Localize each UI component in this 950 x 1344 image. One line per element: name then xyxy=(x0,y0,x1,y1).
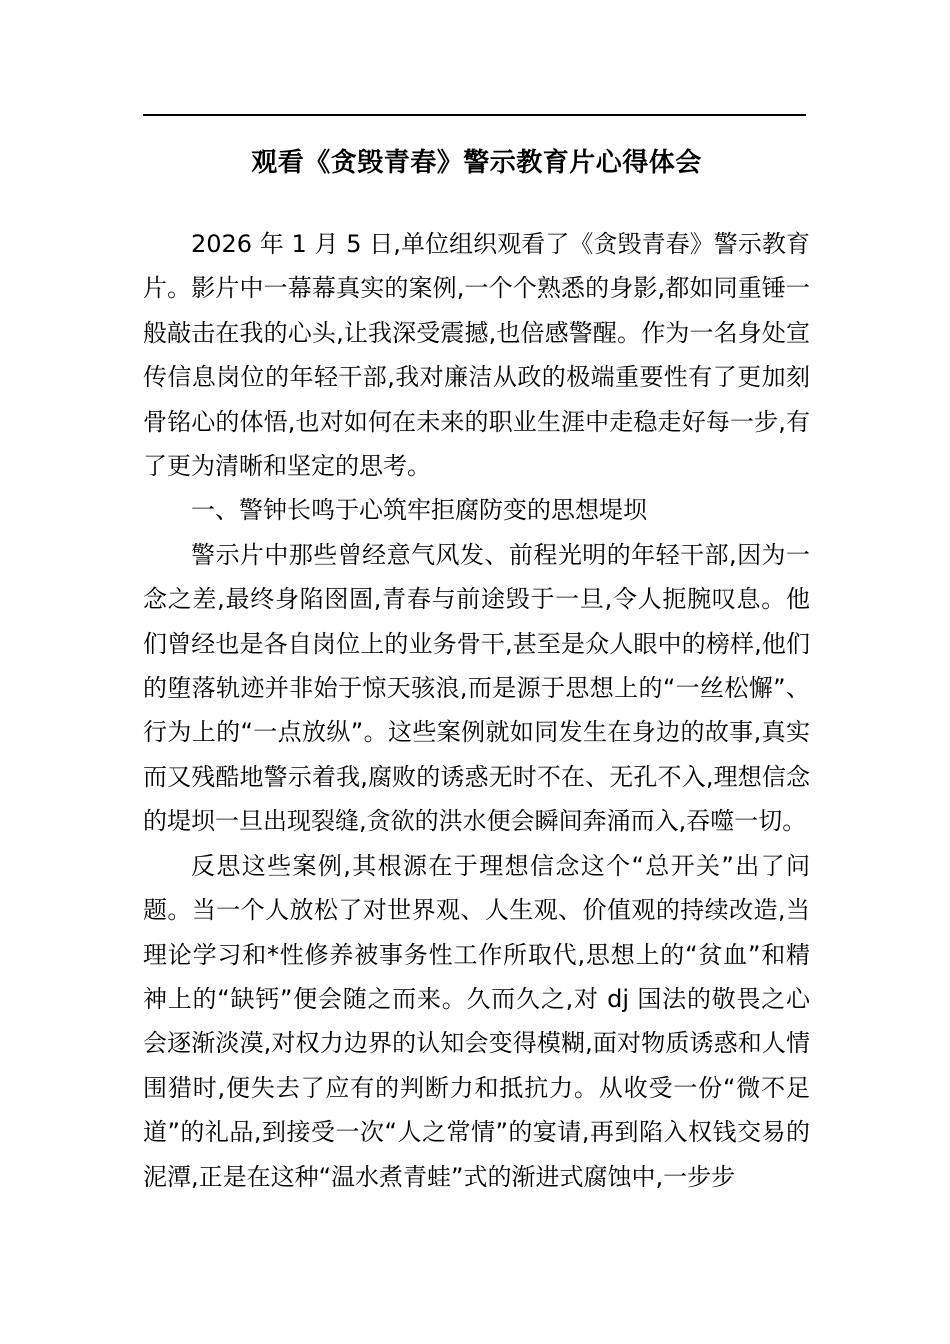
section-heading: 一、警钟长鸣于心筑牢拒腐防变的思想堤坝 xyxy=(191,496,647,525)
document-title: 观看《贪毁青春》警示教育片心得体会 xyxy=(251,148,702,178)
body-paragraph: 反思这些案例,其根源在于理想信念这个“总开关”出了问题。当一个人放松了对世界观、人生观、价值观的持续改造,当理论学习和*性修养被事务性工作所取代,思想上的“贫血”和精神上的“缺钙”便会随之而来。久而久之,对 dj 国法的敬畏之心会逐渐淡漠,对权力边界的认知会变得模糊,面对物质诱惑和人情围猎时,便失去了应有的判断力和抵抗力。从收受一份“微不足道”的礼品,到接受一次“人之常情”的宴请,再到陷入权钱交易的泥潭,正是在这种“温水煮青蛙”式的渐进式腐蚀中,一步步 xyxy=(143,851,810,1191)
header-separator-line xyxy=(143,114,806,116)
document-body xyxy=(143,222,810,1199)
body-paragraph: 2026 年 1 月 5 日,单位组织观看了《贪毁青春》警示教育片。影片中一幕幕真实的案例,一个个熟悉的身影,都如同重锤一般敲击在我的心头,让我深受震撼,也倍感警醒。作为一名身处宣传信息岗位的年轻干部,我对廉洁从政的极端重要性有了更加刻骨铭心的体悟,也对如何在未来的职业生涯中走稳走好每一步,有了更为清晰和坚定的思考。 xyxy=(143,230,810,481)
body-paragraph: 警示片中那些曾经意气风发、前程光明的年轻干部,因为一念之差,最终身陷囹圄,青春与前途毁于一旦,令人扼腕叹息。他们曾经也是各自岗位上的业务骨干,甚至是众人眼中的榜样,他们的堕落轨迹并非始于惊天骇浪,而是源于思想上的“一丝松懈”、行为上的“一点放纵”。这些案例就如同发生在身边的故事,真实而又残酷地警示着我,腐败的诱惑无时不在、无孔不入,理想信念的堤坝一旦出现裂缝,贪欲的洪水便会瞬间奔涌而入,吞噬一切。 xyxy=(143,540,810,836)
